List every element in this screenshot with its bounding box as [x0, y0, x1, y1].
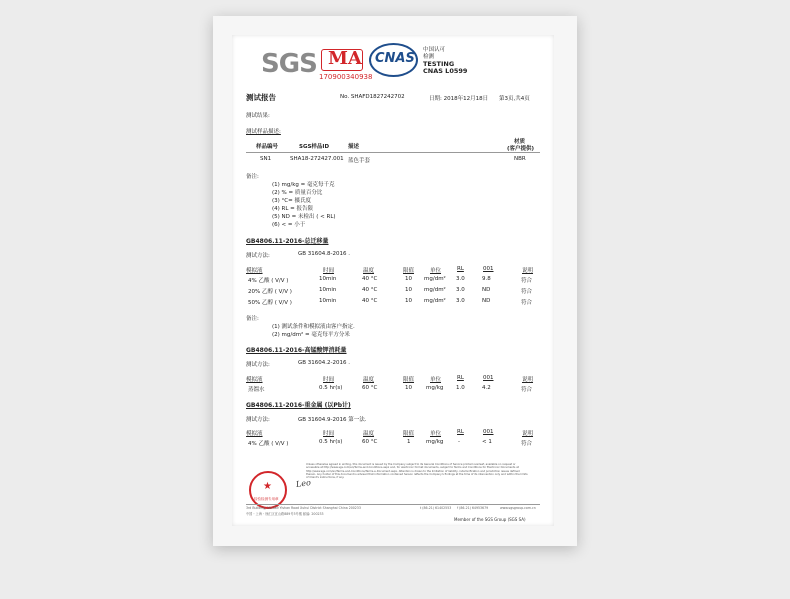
ma-number: 170900340938 — [319, 73, 373, 81]
sample-row-desc: 蓝色手套 — [348, 158, 371, 164]
cell-value: < 1 — [482, 439, 492, 445]
col-simulant: 模拟液 — [246, 431, 263, 437]
note-4: (4) RL = 报告限 — [272, 206, 314, 212]
seal-star-icon: ★ — [263, 481, 272, 492]
col-sample: 001 — [483, 375, 494, 381]
cell-remark: 符合 — [521, 300, 533, 306]
col-unit: 单位 — [430, 377, 442, 383]
col-rl: RL — [457, 266, 464, 272]
fax: f (86-21) 64953679 — [457, 506, 489, 510]
cell-rl: - — [458, 439, 460, 445]
notes-label: 备注: — [246, 174, 259, 180]
signature: Leo — [295, 478, 312, 489]
cnas-line-2: 检测 — [423, 54, 435, 60]
member-note: Member of the SGS Group (SGS SA) — [454, 517, 526, 522]
col-simulant: 模拟液 — [246, 268, 263, 274]
divider — [246, 504, 540, 505]
cell-unit: mg/kg — [426, 385, 444, 391]
cnas-logo: CNAS — [375, 51, 415, 66]
cell-rl: 3.0 — [456, 287, 465, 293]
cnas-line-3: TESTING — [423, 60, 455, 68]
report-number: No. SHAFD1827242702 — [340, 94, 405, 100]
address-en: 3rd Building, No.889 Yishan Road Xuhui District Shanghai China 200233 — [246, 506, 361, 510]
section-title: GB4806.11-2016-重金属 (以Pb计) — [246, 402, 351, 409]
sample-header-material: 材质 — [514, 139, 526, 145]
col-limit: 限值 — [403, 377, 415, 383]
cell-limit: 1 — [407, 439, 411, 445]
col-remark: 说明 — [522, 431, 534, 437]
col-unit: 单位 — [430, 431, 442, 437]
col-unit: 单位 — [430, 268, 442, 274]
col-limit: 限值 — [403, 268, 415, 274]
report-date: 日期: 2018年12月18日 — [429, 96, 489, 102]
method-value: GB 31604.8-2016 . — [298, 251, 351, 257]
cell-temp: 60 °C — [362, 385, 378, 391]
cell-temp: 40 °C — [362, 287, 378, 293]
test-report-page — [232, 35, 554, 526]
sample-desc-label: 测试样品描述: — [246, 129, 281, 135]
fine-print: Unless otherwise agreed in writing, this document is issued by the Company subject to its General Conditions of Service printed overleaf, available on request or accessible at http://www.sgs.com/en/Terms-and-Conditions.aspx and, for electronic format documents, subject to Terms and Conditions for Electronic Documents at http://www.sgs.com/en/Terms-and-Conditions/Terms-e-Document.aspx. Attention is drawn to the limitation of liability, indemnification and jurisdiction issues defined therein. Any holder of this document is advised that information contained hereon reflects the Company's findings at the time of its intervention only and within the limits of Client's instructions, if any. — [306, 463, 528, 480]
cell-remark: 符合 — [521, 387, 533, 393]
cnas-line-4: CNAS L0599 — [423, 67, 468, 75]
col-time: 时间 — [323, 431, 335, 437]
cell-time: 10min — [319, 298, 337, 304]
col-sample: 001 — [483, 429, 494, 435]
cell-remark: 符合 — [521, 441, 533, 447]
method-value: GB 31604.2-2016 . — [298, 360, 351, 366]
cell-unit: mg/dm² — [424, 276, 446, 282]
col-rl: RL — [457, 375, 464, 381]
col-temp: 温度 — [363, 268, 375, 274]
sample-header-desc: 描述 — [348, 144, 360, 150]
note-1: (1) 测试条件和模拟液由客户指定. — [272, 324, 355, 330]
col-limit: 限值 — [403, 431, 415, 437]
cell-value: ND — [482, 298, 491, 304]
cell-unit: mg/dm² — [424, 298, 446, 304]
cell-temp: 60 °C — [362, 439, 378, 445]
cell-temp: 40 °C — [362, 298, 378, 304]
sample-row-id: SN1 — [260, 156, 272, 162]
ma-logo: MA — [328, 48, 362, 69]
col-simulant: 模拟液 — [246, 377, 263, 383]
sgs-logo: SGS — [261, 49, 317, 79]
section-title: GB4806.11-2016-高锰酸钾消耗量 — [246, 347, 347, 354]
cell-time: 10min — [319, 287, 337, 293]
sample-row-material: NBR — [514, 156, 526, 162]
cnas-line-1: 中国认可 — [423, 47, 446, 53]
col-remark: 说明 — [522, 268, 534, 274]
sample-header-sgs-id: SGS样品ID — [299, 144, 330, 150]
cell-rl: 1.0 — [456, 385, 465, 391]
cell-limit: 10 — [405, 276, 412, 282]
cell-limit: 10 — [405, 287, 412, 293]
address-cn: 中国・上海・徐汇区宜山路889号3号楼 邮编: 200233 — [246, 512, 324, 516]
cell-unit: mg/dm² — [424, 287, 446, 293]
col-sample: 001 — [483, 266, 494, 272]
cell-simulant: 50% 乙醇 ( V/V ) — [248, 300, 292, 306]
cell-remark: 符合 — [521, 278, 533, 284]
cell-limit: 10 — [405, 385, 412, 391]
cell-time: 0.5 hr(s) — [319, 439, 343, 445]
report-title: 测试报告 — [246, 93, 276, 102]
cell-simulant: 蒸馏水 — [248, 387, 265, 393]
note-3: (3) °C= 摄氏度 — [272, 198, 311, 204]
cell-simulant: 20% 乙醇 ( V/V ) — [248, 289, 292, 295]
divider — [246, 152, 540, 153]
cell-rl: 3.0 — [456, 276, 465, 282]
cell-limit: 10 — [405, 298, 412, 304]
note-1: (1) mg/kg = 毫克每千克 — [272, 182, 335, 188]
cell-time: 0.5 hr(s) — [319, 385, 343, 391]
sample-header-id: 样品编号 — [256, 144, 279, 150]
col-rl: RL — [457, 429, 464, 435]
sample-row-sgs-id: SHA18-272427.001 — [290, 156, 344, 162]
col-remark: 说明 — [522, 377, 534, 383]
cell-rl: 3.0 — [456, 298, 465, 304]
report-page: 第3页,共4页 — [499, 96, 530, 102]
cell-value: ND — [482, 287, 491, 293]
section-title: GB4806.11-2016-总迁移量 — [246, 238, 329, 245]
website-link[interactable]: www.sgsgroup.com.cn — [500, 506, 536, 510]
col-time: 时间 — [323, 268, 335, 274]
sample-header-client: (客户提供) — [507, 146, 535, 152]
method-value: GB 31604.9-2016 第一法. — [298, 417, 367, 423]
telephone: t (86-21) 61402553 — [420, 506, 452, 510]
cell-remark: 符合 — [521, 289, 533, 295]
method-label: 测试方法: — [246, 253, 270, 259]
notes-label: 备注: — [246, 316, 259, 322]
note-2: (2) % = 质量百分比 — [272, 190, 323, 196]
method-label: 测试方法: — [246, 417, 270, 423]
col-time: 时间 — [323, 377, 335, 383]
method-label: 测试方法: — [246, 362, 270, 368]
note-6: (6) < = 小于 — [272, 222, 306, 228]
cell-simulant: 4% 乙酸 ( V/V ) — [248, 441, 289, 447]
cell-temp: 40 °C — [362, 276, 378, 282]
note-5: (5) ND = 未检出 ( < RL) — [272, 214, 336, 220]
seal-text: 检验检测专用章 — [254, 497, 279, 501]
cell-value: 4.2 — [482, 385, 491, 391]
cell-unit: mg/kg — [426, 439, 444, 445]
result-label: 测试结果: — [246, 113, 270, 119]
cnas-info — [423, 47, 467, 75]
cell-time: 10min — [319, 276, 337, 282]
col-temp: 温度 — [363, 377, 375, 383]
cell-simulant: 4% 乙酸 ( V/V ) — [248, 278, 289, 284]
col-temp: 温度 — [363, 431, 375, 437]
note-2: (2) mg/dm² = 毫克每平方分米 — [272, 332, 350, 338]
cell-value: 9.8 — [482, 276, 491, 282]
